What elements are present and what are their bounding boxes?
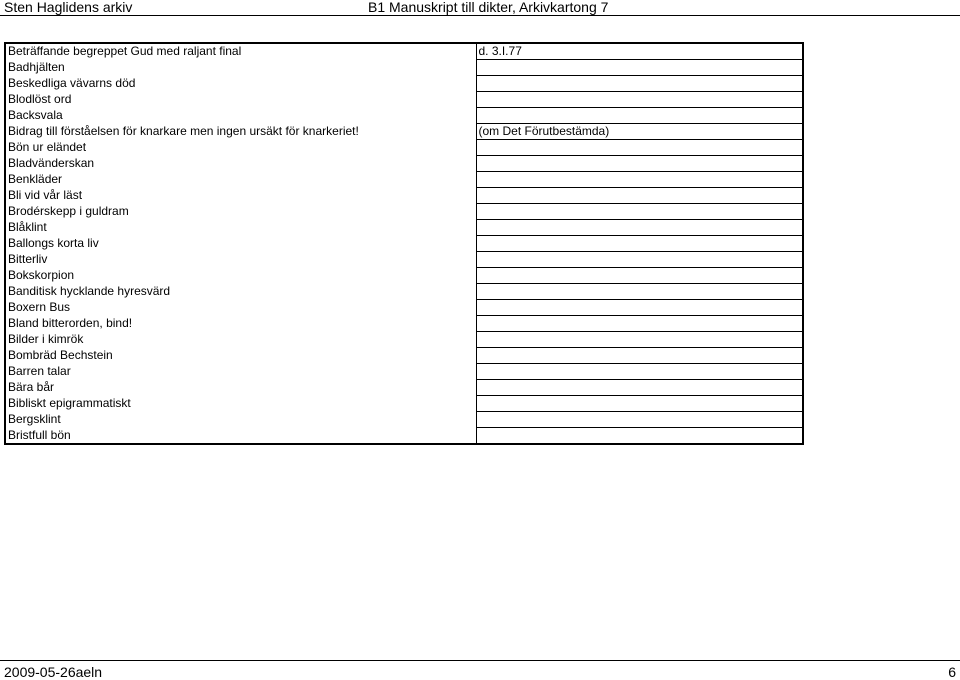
- manuscript-title: Boxern Bus: [5, 300, 476, 316]
- manuscript-note: [476, 220, 803, 236]
- manuscript-table-body: [5, 43, 803, 444]
- table-row: [5, 300, 803, 316]
- table-row: [5, 348, 803, 364]
- table-row: [5, 364, 803, 380]
- manuscript-note: [476, 396, 803, 412]
- footer-divider: [0, 660, 960, 661]
- manuscript-title: Bilder i kimrök: [5, 332, 476, 348]
- manuscript-title: Brodérskepp i guldram: [5, 204, 476, 220]
- manuscript-note: [476, 300, 803, 316]
- footer-date: 2009-05-26aeln: [4, 664, 103, 680]
- manuscript-note: [476, 284, 803, 300]
- table-row: [5, 172, 803, 188]
- table-row: [5, 412, 803, 428]
- manuscript-title: Bombräd Bechstein: [5, 348, 476, 364]
- table-row: [5, 204, 803, 220]
- manuscript-title: Ballongs korta liv: [5, 236, 476, 252]
- manuscript-note: [476, 188, 803, 204]
- manuscript-note: (om Det Förutbestämda): [476, 124, 803, 140]
- manuscript-note: [476, 236, 803, 252]
- manuscript-title: Bland bitterorden, bind!: [5, 316, 476, 332]
- manuscript-note: [476, 108, 803, 124]
- manuscript-note: [476, 204, 803, 220]
- table-row: [5, 236, 803, 252]
- manuscript-title: Bibliskt epigrammatiskt: [5, 396, 476, 412]
- manuscript-title: Beträffande begreppet Gud med raljant final: [5, 43, 476, 60]
- table-row: [5, 188, 803, 204]
- table-row: [5, 220, 803, 236]
- manuscript-note: d. 3.I.77: [478, 44, 522, 58]
- table-row: [5, 316, 803, 332]
- manuscript-note: [476, 268, 803, 284]
- manuscript-title: Blåklint: [5, 220, 476, 236]
- table-row: [5, 76, 803, 92]
- document-title: B1 Manuskript till dikter, Arkivkartong 7: [368, 0, 609, 15]
- archive-name: Sten Haglidens arkiv: [4, 0, 133, 15]
- manuscript-title: Bokskorpion: [5, 268, 476, 284]
- table-row: [5, 332, 803, 348]
- manuscript-note: [476, 92, 803, 108]
- manuscript-title: Backsvala: [5, 108, 476, 124]
- header-divider: [0, 15, 960, 16]
- manuscript-note: [476, 76, 803, 92]
- table-row: [5, 108, 803, 124]
- table-row: [5, 380, 803, 396]
- manuscript-title: Bitterliv: [5, 252, 476, 268]
- manuscript-title: Bidrag till förståelsen för knarkare men ingen ursäkt för knarkeriet!: [5, 124, 476, 140]
- manuscript-note: [476, 380, 803, 396]
- manuscript-title: Bära bår: [5, 380, 476, 396]
- manuscript-note: [476, 172, 803, 188]
- table-row: [5, 124, 803, 140]
- manuscript-note: [476, 412, 803, 428]
- manuscript-note: [476, 252, 803, 268]
- manuscript-title: Bergsklint: [5, 412, 476, 428]
- manuscript-title: Bli vid vår läst: [5, 188, 476, 204]
- table-row: [5, 60, 803, 76]
- manuscript-title: Blodlöst ord: [5, 92, 476, 108]
- page-number: 6: [948, 664, 956, 680]
- manuscript-note: [476, 332, 803, 348]
- manuscript-note: [476, 156, 803, 172]
- table-row: [5, 156, 803, 172]
- manuscript-table: [4, 42, 804, 445]
- manuscript-title: Banditisk hycklande hyresvärd: [5, 284, 476, 300]
- manuscript-note: [476, 140, 803, 156]
- manuscript-title: Badhjälten: [5, 60, 476, 76]
- manuscript-note: [476, 364, 803, 380]
- table-row: [5, 396, 803, 412]
- manuscript-title: Bön ur eländet: [5, 140, 476, 156]
- manuscript-note: [476, 428, 803, 445]
- table-row: [5, 428, 803, 445]
- manuscript-note: [476, 60, 803, 76]
- table-row: [5, 252, 803, 268]
- manuscript-title: Beskedliga vävarns död: [5, 76, 476, 92]
- manuscript-note: [476, 348, 803, 364]
- table-row: [5, 43, 803, 60]
- manuscript-title: Bladvänderskan: [5, 156, 476, 172]
- table-row: [5, 284, 803, 300]
- table-row: [5, 140, 803, 156]
- table-row: [5, 92, 803, 108]
- manuscript-title: Barren talar: [5, 364, 476, 380]
- manuscript-title: Bristfull bön: [5, 428, 476, 445]
- table-row: [5, 268, 803, 284]
- manuscript-title: Benkläder: [5, 172, 476, 188]
- manuscript-note: [476, 316, 803, 332]
